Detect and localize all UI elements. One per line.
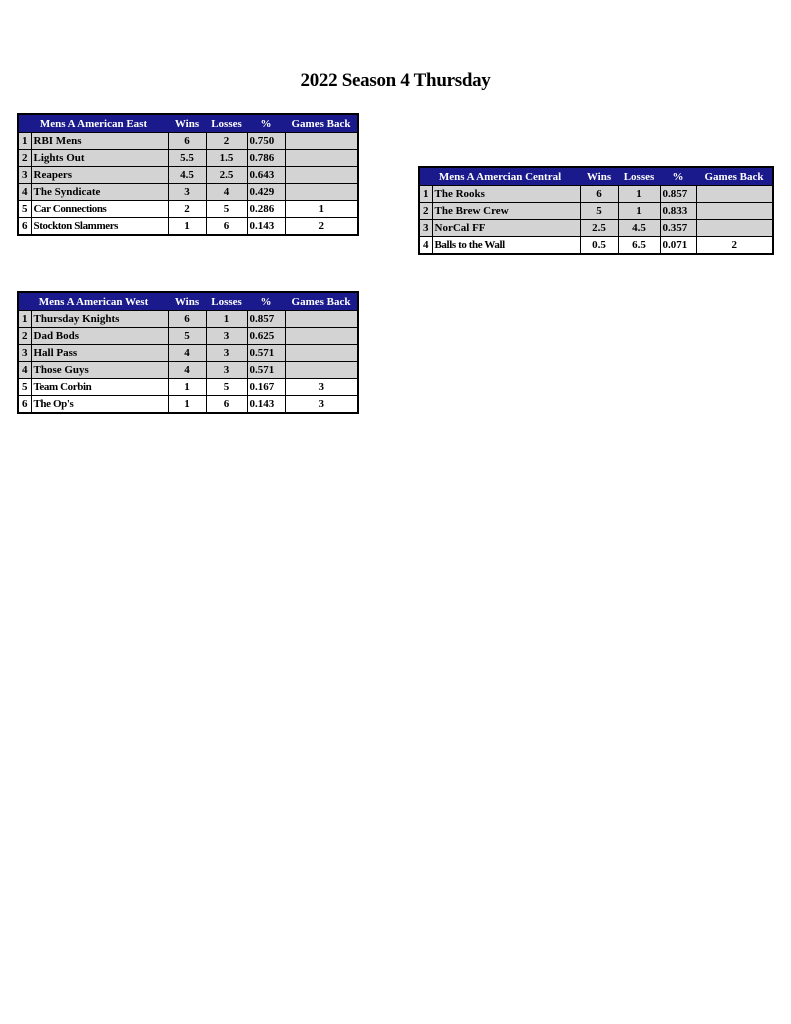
games-back-cell bbox=[285, 328, 358, 345]
losses-cell: 6 bbox=[206, 396, 247, 414]
team-cell: The Brew Crew bbox=[432, 203, 580, 220]
wins-header: Wins bbox=[168, 292, 206, 311]
wins-header: Wins bbox=[580, 167, 618, 186]
pct-cell: 0.857 bbox=[660, 186, 696, 203]
losses-cell: 5 bbox=[206, 201, 247, 218]
wins-cell: 6 bbox=[580, 186, 618, 203]
table-row bbox=[419, 186, 773, 203]
table-row bbox=[18, 311, 358, 328]
losses-cell: 1.5 bbox=[206, 150, 247, 167]
losses-cell: 3 bbox=[206, 362, 247, 379]
pct-header: % bbox=[247, 114, 285, 133]
losses-cell: 3 bbox=[206, 345, 247, 362]
rank-cell: 4 bbox=[419, 237, 432, 255]
games-back-cell bbox=[285, 150, 358, 167]
wins-cell: 6 bbox=[168, 311, 206, 328]
losses-cell: 5 bbox=[206, 379, 247, 396]
pct-cell: 0.143 bbox=[247, 218, 285, 236]
team-cell: Balls to the Wall bbox=[432, 237, 580, 255]
team-cell: Reapers bbox=[31, 167, 168, 184]
pct-cell: 0.071 bbox=[660, 237, 696, 255]
team-cell: Dad Bods bbox=[31, 328, 168, 345]
games-back-cell: 1 bbox=[285, 201, 358, 218]
wins-cell: 4.5 bbox=[168, 167, 206, 184]
losses-cell: 4 bbox=[206, 184, 247, 201]
wins-cell: 2 bbox=[168, 201, 206, 218]
standings-table-east bbox=[17, 113, 359, 236]
team-cell: The Syndicate bbox=[31, 184, 168, 201]
losses-cell: 1 bbox=[618, 186, 660, 203]
pct-cell: 0.167 bbox=[247, 379, 285, 396]
games-back-cell bbox=[696, 220, 773, 237]
games-back-cell bbox=[285, 133, 358, 150]
games-back-header: Games Back bbox=[696, 167, 773, 186]
wins-cell: 1 bbox=[168, 379, 206, 396]
losses-header: Losses bbox=[206, 292, 247, 311]
table-row bbox=[18, 396, 358, 414]
losses-cell: 6 bbox=[206, 218, 247, 236]
division-name: Mens A American East bbox=[18, 114, 168, 133]
pct-cell: 0.625 bbox=[247, 328, 285, 345]
games-back-cell: 2 bbox=[285, 218, 358, 236]
page-title: 2022 Season 4 Thursday bbox=[300, 70, 491, 91]
rank-cell: 1 bbox=[419, 186, 432, 203]
games-back-cell bbox=[696, 203, 773, 220]
rank-cell: 3 bbox=[18, 167, 31, 184]
pct-cell: 0.571 bbox=[247, 362, 285, 379]
table-row bbox=[18, 150, 358, 167]
team-cell: Those Guys bbox=[31, 362, 168, 379]
wins-header: Wins bbox=[168, 114, 206, 133]
table-header-row bbox=[18, 292, 358, 311]
standings-table-west bbox=[17, 291, 359, 414]
wins-cell: 1 bbox=[168, 218, 206, 236]
team-cell: Team Corbin bbox=[31, 379, 168, 396]
pct-cell: 0.833 bbox=[660, 203, 696, 220]
table-row bbox=[419, 203, 773, 220]
wins-cell: 6 bbox=[168, 133, 206, 150]
table-row bbox=[18, 218, 358, 236]
table-row bbox=[18, 379, 358, 396]
games-back-cell bbox=[285, 311, 358, 328]
rank-cell: 6 bbox=[18, 218, 31, 236]
table-row bbox=[18, 345, 358, 362]
table-row bbox=[18, 328, 358, 345]
pct-header: % bbox=[660, 167, 696, 186]
losses-cell: 2.5 bbox=[206, 167, 247, 184]
table-header-row bbox=[18, 114, 358, 133]
wins-cell: 5 bbox=[580, 203, 618, 220]
games-back-header: Games Back bbox=[285, 292, 358, 311]
games-back-header: Games Back bbox=[285, 114, 358, 133]
division-name: Mens A American West bbox=[18, 292, 168, 311]
rank-cell: 2 bbox=[18, 328, 31, 345]
wins-cell: 4 bbox=[168, 362, 206, 379]
wins-cell: 0.5 bbox=[580, 237, 618, 255]
wins-cell: 2.5 bbox=[580, 220, 618, 237]
losses-cell: 1 bbox=[206, 311, 247, 328]
rank-cell: 1 bbox=[18, 133, 31, 150]
losses-cell: 2 bbox=[206, 133, 247, 150]
games-back-cell: 3 bbox=[285, 379, 358, 396]
games-back-cell bbox=[285, 184, 358, 201]
rank-cell: 5 bbox=[18, 201, 31, 218]
losses-cell: 6.5 bbox=[618, 237, 660, 255]
losses-cell: 3 bbox=[206, 328, 247, 345]
wins-cell: 1 bbox=[168, 396, 206, 414]
games-back-cell: 2 bbox=[696, 237, 773, 255]
team-cell: The Op's bbox=[31, 396, 168, 414]
division-name: Mens A Amercian Central bbox=[419, 167, 580, 186]
pct-cell: 0.786 bbox=[247, 150, 285, 167]
rank-cell: 2 bbox=[18, 150, 31, 167]
pct-cell: 0.857 bbox=[247, 311, 285, 328]
table-header-row bbox=[419, 167, 773, 186]
rank-cell: 5 bbox=[18, 379, 31, 396]
standings-table-central bbox=[418, 166, 774, 255]
wins-cell: 3 bbox=[168, 184, 206, 201]
team-cell: Lights Out bbox=[31, 150, 168, 167]
losses-cell: 4.5 bbox=[618, 220, 660, 237]
games-back-cell bbox=[696, 186, 773, 203]
team-cell: RBI Mens bbox=[31, 133, 168, 150]
rank-cell: 4 bbox=[18, 362, 31, 379]
pct-cell: 0.571 bbox=[247, 345, 285, 362]
wins-cell: 5.5 bbox=[168, 150, 206, 167]
pct-header: % bbox=[247, 292, 285, 311]
team-cell: Stockton Slammers bbox=[31, 218, 168, 236]
team-cell: Hall Pass bbox=[31, 345, 168, 362]
pct-cell: 0.357 bbox=[660, 220, 696, 237]
table-row bbox=[419, 220, 773, 237]
team-cell: Car Connections bbox=[31, 201, 168, 218]
rank-cell: 3 bbox=[419, 220, 432, 237]
losses-header: Losses bbox=[618, 167, 660, 186]
table-row bbox=[18, 201, 358, 218]
table-row bbox=[18, 133, 358, 150]
pct-cell: 0.143 bbox=[247, 396, 285, 414]
games-back-cell: 3 bbox=[285, 396, 358, 414]
wins-cell: 4 bbox=[168, 345, 206, 362]
table-row bbox=[18, 184, 358, 201]
pct-cell: 0.643 bbox=[247, 167, 285, 184]
table-row bbox=[419, 237, 773, 255]
team-cell: The Rooks bbox=[432, 186, 580, 203]
rank-cell: 1 bbox=[18, 311, 31, 328]
table-row bbox=[18, 362, 358, 379]
games-back-cell bbox=[285, 362, 358, 379]
games-back-cell bbox=[285, 345, 358, 362]
losses-header: Losses bbox=[206, 114, 247, 133]
losses-cell: 1 bbox=[618, 203, 660, 220]
pct-cell: 0.750 bbox=[247, 133, 285, 150]
team-cell: NorCal FF bbox=[432, 220, 580, 237]
games-back-cell bbox=[285, 167, 358, 184]
rank-cell: 6 bbox=[18, 396, 31, 414]
rank-cell: 2 bbox=[419, 203, 432, 220]
team-cell: Thursday Knights bbox=[31, 311, 168, 328]
pct-cell: 0.429 bbox=[247, 184, 285, 201]
rank-cell: 4 bbox=[18, 184, 31, 201]
table-row bbox=[18, 167, 358, 184]
wins-cell: 5 bbox=[168, 328, 206, 345]
pct-cell: 0.286 bbox=[247, 201, 285, 218]
rank-cell: 3 bbox=[18, 345, 31, 362]
